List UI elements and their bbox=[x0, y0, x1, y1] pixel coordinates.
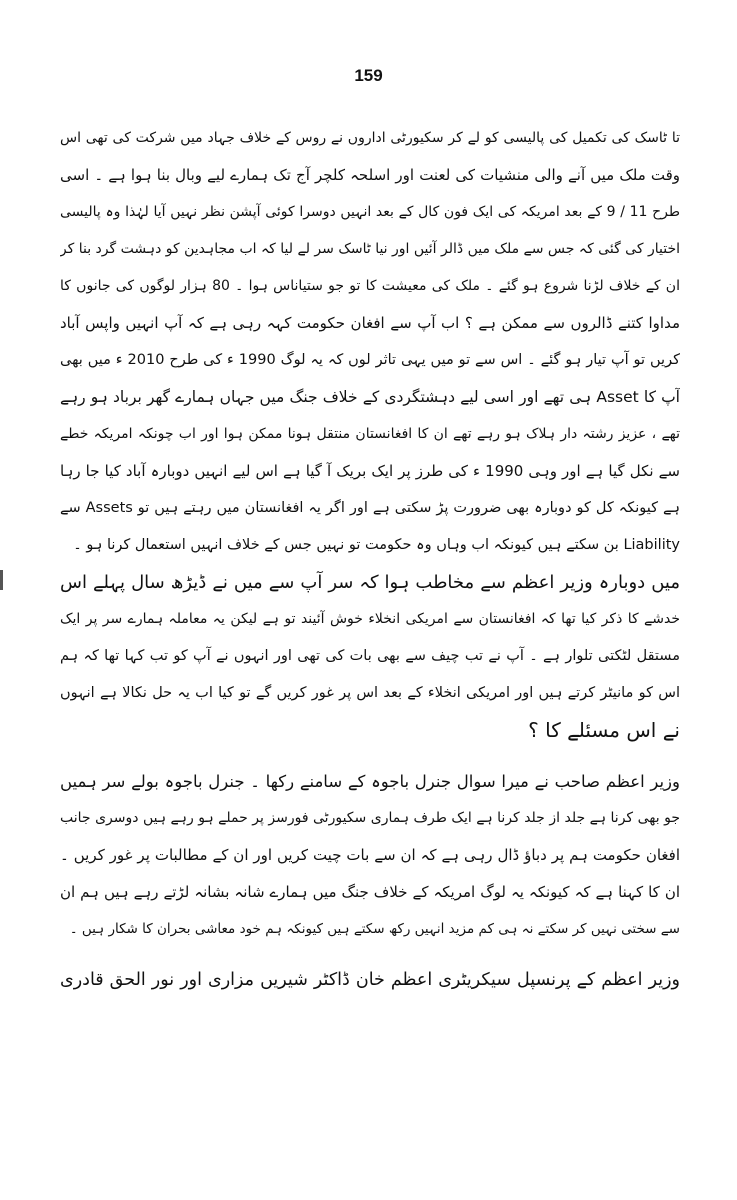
text-line: تھے ، عزیز رشتہ دار ہلاک ہو رہے تھے ان کا افغانستان منتقل ہونا ممکن ہوا اور اب چونکہ امریکہ خطے bbox=[60, 426, 680, 442]
text-line: سے سختی نہیں کر سکتے نہ ہی کم مزید انہیں رکھ سکتے ہیں کیونکہ ہم خود معاشی بحران کا شکار ہیں ۔ bbox=[69, 921, 680, 937]
page-body bbox=[60, 120, 680, 999]
paragraph bbox=[60, 763, 680, 948]
text-line: مستقل لٹکتی تلوار ہے ۔ آپ نے تب چیف سے بھی بات کی تھی اور انہوں نے آپ کو تب کہا تھا کہ ہم bbox=[60, 648, 680, 664]
text-line: اس کو مانیٹر کرتے ہیں اور امریکی انخلاء کے بعد اس پر غور کریں گے تو کیا اب یہ حل نکالا ہے انہوں bbox=[60, 685, 680, 701]
text-line: سے نکل گیا ہے اور وہی 1990 ء کی طرز پر ایک بریک آ گیا ہے اس لیے انہیں دوبارہ آباد کیا جا رہا bbox=[60, 462, 680, 480]
text-line: وزیر اعظم کے پرنسپل سیکریٹری اعظم خان ڈاکٹر شیریں مزاری اور نور الحق قادری bbox=[60, 970, 680, 990]
text-line: ان کا کہنا ہے کہ کیونکہ یہ لوگ امریکہ کے خلاف جنگ میں ہمارے شانہ بشانہ لڑتے رہے ہیں ہم ان bbox=[60, 883, 680, 901]
paragraph bbox=[60, 564, 680, 749]
paragraph-gap bbox=[60, 948, 680, 962]
text-line: میں دوبارہ وزیر اعظم سے مخاطب ہوا کہ سر آپ سے میں نے ڈیڑھ سال پہلے اس bbox=[60, 572, 680, 593]
paragraph bbox=[60, 120, 680, 564]
paragraph bbox=[60, 962, 680, 999]
text-line: خدشے کا ذکر کیا تھا کہ افغانستان سے امریکی انخلاء خوش آئیند تو ہے لیکن یہ معاملہ ہمارے سر پر ایک bbox=[60, 611, 680, 627]
text-line: اختیار کی گئی کہ جس سے ملک میں ڈالر آئیں اور نیا ٹاسک سر لے لیا کہ اب مجاہدین کو دہشت گرد بنا کر bbox=[60, 241, 680, 257]
page-number: 159 bbox=[354, 66, 383, 85]
text-line: وزیر اعظم صاحب نے میرا سوال جنرل باجوہ کے سامنے رکھا ۔ جنرل باجوہ بولے سر ہمیں bbox=[60, 772, 680, 791]
text-line: آپ کا Asset ہی تھے اور اسی لیے دہشتگردی کے خلاف جنگ میں جہاں ہمارے گھر برباد ہو رہے bbox=[60, 388, 680, 406]
text-line: افغان حکومت ہم پر دباؤ ڈال رہی ہے کہ ان سے بات چیت کریں اور ان کے مطالبات پر غور کریں ۔ bbox=[60, 846, 680, 864]
text-line: Liability بن سکتے ہیں کیونکہ اب وہاں وہ حکومت تو نہیں جس کے خلاف انہیں استعمال کرنا ہو ۔ bbox=[73, 537, 680, 553]
text-line: تا ٹاسک کی تکمیل کی پالیسی کو لے کر سکیورٹی اداروں نے روس کے خلاف جہاد میں شرکت کی تھی اس bbox=[60, 130, 680, 146]
text-line: وقت ملک میں آنے والی منشیات کی لعنت اور اسلحہ کلچر آج تک ہمارے لیے وبال بنا ہوا ہے ۔ اسی bbox=[60, 166, 680, 184]
text-line: کریں تو آپ تیار ہو گئے ۔ اس سے تو میں یہی تاثر لوں کہ یہ لوگ 1990 ء کی طرح 2010 ء میں بھی bbox=[60, 352, 680, 368]
text-line: مداوا کتنے ڈالروں سے ممکن ہے ؟ اب آپ سے افغان حکومت کہہ رہی ہے کہ آپ انہیں واپس آباد bbox=[60, 314, 680, 332]
text-line: ہے کیونکہ کل کو دوبارہ بھی ضرورت پڑ سکتی ہے اور اگر یہ افغانستان میں رہتے ہیں تو Assets سے bbox=[60, 500, 680, 516]
text-line: جو بھی کرنا ہے جلد از جلد کرنا ہے ایک طرف ہماری سکیورٹی فورسز پر حملے ہو رہے ہیں دوسری جانب bbox=[60, 810, 680, 826]
scan-edge-mark bbox=[0, 570, 3, 590]
paragraph-gap bbox=[60, 749, 680, 763]
text-line: طرح 11 / 9 کے بعد امریکہ کی ایک فون کال کے بعد انہیں دوسرا کوئی آپشن نظر نہیں آیا لہٰذا وہ پالیسی bbox=[60, 204, 680, 220]
text-line: نے اس مسئلے کا ؟ bbox=[528, 718, 680, 742]
text-line: ان کے خلاف لڑنا شروع ہو گئے ۔ ملک کی معیشت کا تو جو ستیاناس ہوا ۔ 80 ہزار لوگوں کی جانوں کا bbox=[60, 278, 680, 294]
